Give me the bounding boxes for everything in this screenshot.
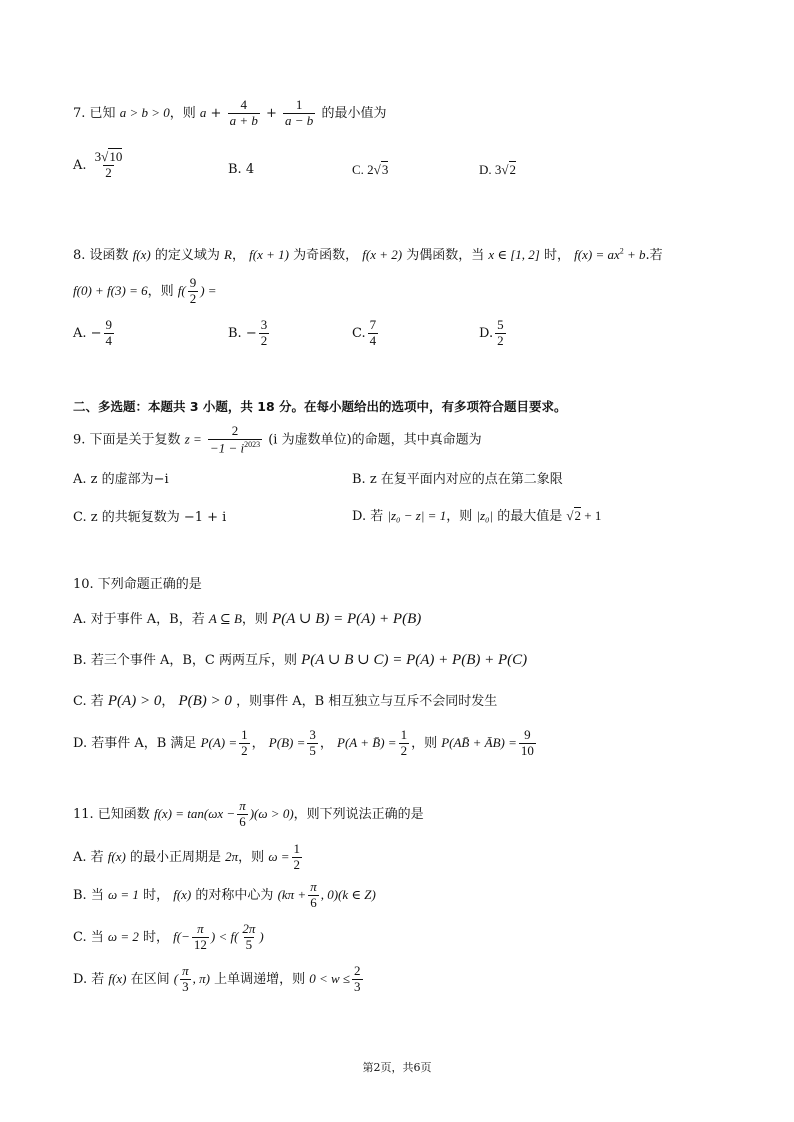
q9-option-d: D. 若 |z₀ − z| = 1，则 |z₀| 的最大值是 √2 + 1 <box>352 508 602 524</box>
q9-option-b: B. z 在复平面内对应的点在第二象限 <box>352 472 563 487</box>
q11-stem: 11. 已知函数 f(x) = tan(ωx − $\frac{\pi}{6}$ )(ω > 0)，则下列说法正确的是 <box>73 798 424 829</box>
q7-option-a: A. $\frac{3√10}{2}$ <box>73 149 123 180</box>
q11-option-d: D. 若 f(x) 在区间 ( $\frac{\pi}{3}$ , π) 上单调递增，则 0 < w ≤ $\frac{2}{3}$ <box>73 963 361 994</box>
q7-frac-1: $\frac{4}{a + b}$ <box>229 97 258 128</box>
q11-option-c: C. 当 ω = 2 时， f(− $\frac{\pi}{12}$ ) < f( $\frac{2\pi}{5}$ ) <box>73 921 264 952</box>
q10-stem: 10. 下列命题正确的是 <box>73 577 202 592</box>
q9-option-c: C. z 的共轭复数为 −1 + i <box>73 510 227 525</box>
q10-option-b: B. 若三个事件 A，B，C 两两互斥，则 P(A ∪ B ∪ C) = P(A) + P(B) + P(C) <box>73 652 528 668</box>
q7-option-d: D. 3√2 <box>479 162 517 177</box>
q11-option-b: B. 当 ω = 1 时， f(x) 的对称中心为 (kπ + $\frac{\pi}{6}$ , 0)(k ∈ Z) <box>73 879 376 910</box>
q8-option-d: D. $\frac{5}{2}$ <box>479 317 504 348</box>
q8-option-a: A. − $\frac{9}{4}$ <box>73 317 113 348</box>
section-heading: 二、多选题：本题共 3 小题，共 18 分。在每小题给出的选项中，有多项符合题目要求。 <box>73 399 567 414</box>
q9-option-a: A. z 的虚部为−i <box>73 472 169 487</box>
q8-option-c: C. $\frac{7}{4}$ <box>352 317 377 348</box>
page-footer: 第2页，共6页 <box>362 1061 432 1074</box>
q9-stem: 9. 下面是关于复数 z = $\frac{2}{-1 - i^{2023}}$ (i 为虚数单位)的命题，其中真命题为 <box>73 423 482 456</box>
q7-frac-2: $\frac{1}{a - b}$ <box>285 97 314 128</box>
q8-line-2: f(0) + f(3) = 6，则 f( $\frac{9}{2}$ ) = <box>73 275 217 306</box>
q7-stem: 7. 已知 a > b > 0，则 a + $\frac{4}{a + b}$ + $\frac{1}{a - b}$ 的最小值为 <box>73 97 387 128</box>
q8-line-1: 8. 设函数 f(x) 的定义域为 R， f(x + 1) 为奇函数， f(x + 2) 为偶函数，当 x ∈ [1, 2] 时， $f(x) = ax^2 + b$.若 <box>73 246 663 263</box>
q8-option-b: B. − $\frac{3}{2}$ <box>228 317 268 348</box>
q10-option-c: C. 若 P(A) > 0， P(B) > 0 ，则事件 A，B 相互独立与互斥不会同时发生 <box>73 693 498 709</box>
q11-option-a: A. 若 f(x) 的最小正周期是 2π，则 ω = $\frac{1}{2}$ <box>73 841 301 872</box>
q10-option-d: D. 若事件 A，B 满足 P(A) = $\frac{1}{2}$ ， P(B) = $\frac{3}{5}$ ， P(A + B̄) = $\frac{1}{2}$ ，则 P(AB̄ + ĀB) = $\frac{9}{10}$ <box>73 727 534 758</box>
q10-option-a: A. 对于事件 A，B，若 A ⊆ B，则 P(A ∪ B) = P(A) + P(B) <box>73 611 422 627</box>
q7-option-b: B. 4 <box>228 162 255 177</box>
q7-option-c: C. 2√3 <box>352 162 389 177</box>
